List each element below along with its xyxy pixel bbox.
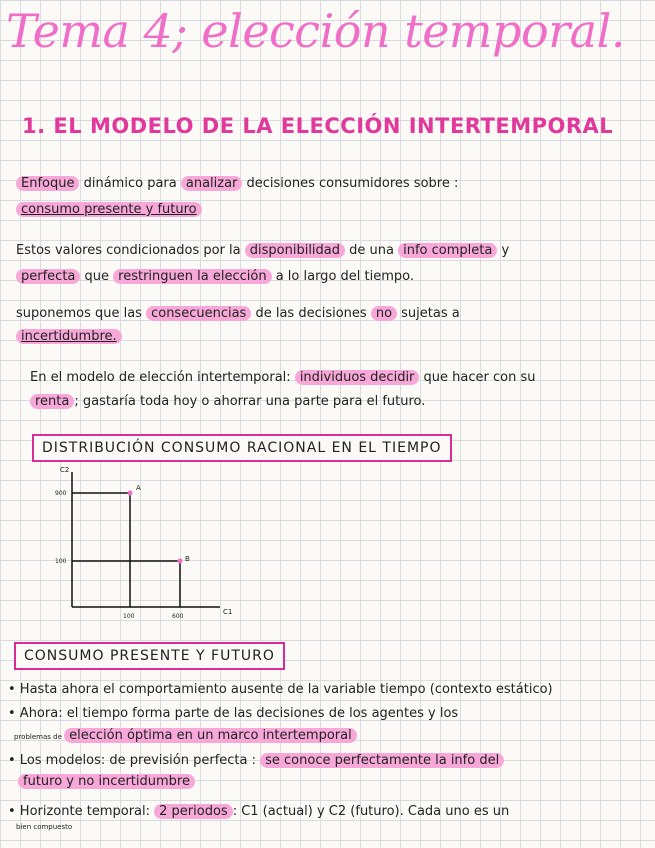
point-b-label: B bbox=[185, 555, 190, 563]
bullet-ahora: • Ahora: el tiempo forma parte de las decisiones de los agentes y los bbox=[8, 706, 459, 721]
text-segment: ; gastaría toda hoy o ahorrar una parte para el futuro. bbox=[74, 394, 426, 409]
highlight-info-completa: info completa bbox=[398, 243, 497, 258]
text-segment: En el modelo de elección intertemporal: bbox=[30, 370, 295, 385]
highlight-no: no bbox=[371, 306, 397, 321]
highlight-eleccion-optima: elección óptima en un marco intertemporal bbox=[64, 728, 357, 743]
y-tick-900: 900 bbox=[55, 490, 67, 497]
consumption-chart bbox=[50, 462, 250, 622]
highlight-renta: renta bbox=[30, 394, 74, 409]
highlight-restringuen: restringuen la elección bbox=[113, 269, 271, 284]
highlight-disponibilidad: disponibilidad bbox=[245, 243, 345, 258]
highlight-perfecta: perfecta bbox=[16, 269, 80, 284]
highlight-consumo-presente-futuro: consumo presente y futuro bbox=[16, 202, 202, 217]
box-heading-distribucion: DISTRIBUCIÓN CONSUMO RACIONAL EN EL TIEMPO bbox=[32, 434, 452, 462]
highlight-futuro-incertidumbre: futuro y no incertidumbre bbox=[18, 774, 195, 789]
highlight-se-conoce: se conoce perfectamente la info del bbox=[260, 753, 504, 768]
bullet-modelos-line2 bbox=[18, 773, 195, 791]
paragraph-approach bbox=[16, 171, 458, 197]
text-segment: que bbox=[80, 269, 114, 284]
paragraph-conditions bbox=[16, 238, 509, 264]
paragraph-model-line2 bbox=[30, 389, 425, 415]
text-segment: de las decisiones bbox=[251, 306, 371, 321]
bullet-hasta-ahora: • Hasta ahora el comportamiento ausente de la variable tiempo (contexto estático) bbox=[8, 682, 553, 697]
highlight-enfoque: Enfoque bbox=[16, 176, 79, 191]
text-segment: a lo largo del tiempo. bbox=[271, 269, 414, 284]
paragraph-approach-line2 bbox=[16, 197, 202, 223]
point-a bbox=[128, 491, 133, 496]
text-segment: que hacer con su bbox=[419, 370, 536, 385]
paragraph-model bbox=[30, 365, 535, 391]
paragraph-assumption-line2 bbox=[16, 324, 122, 350]
bullet-horizonte bbox=[8, 803, 509, 821]
text-segment: suponemos que las bbox=[16, 306, 147, 321]
text-segment: • Los modelos: de previsión perfecta : bbox=[8, 753, 261, 768]
highlight-analizar: analizar bbox=[181, 176, 243, 191]
paragraph-conditions-line2 bbox=[16, 264, 414, 290]
bullet-horizonte-line2: bien compuesto bbox=[16, 823, 73, 831]
text-segment: de una bbox=[345, 243, 399, 258]
highlight-individuos-decidir: individuos decidir bbox=[295, 370, 420, 385]
bullet-ahora-line2 bbox=[14, 727, 357, 746]
text-segment: problemas de bbox=[14, 733, 65, 741]
text-segment: • Horizonte temporal: bbox=[8, 804, 155, 819]
text-segment: decisiones consumidores sobre : bbox=[242, 176, 459, 191]
text-segment: y bbox=[497, 243, 510, 258]
x-tick-600: 600 bbox=[172, 613, 184, 620]
text-segment: : C1 (actual) y C2 (futuro). Cada uno es un bbox=[232, 804, 510, 819]
highlight-incertidumbre: incertidumbre. bbox=[16, 329, 122, 344]
highlight-2-periodos: 2 periodos bbox=[154, 804, 233, 819]
text-segment: Estos valores condicionados por la bbox=[16, 243, 245, 258]
section-heading: 1. EL MODELO DE LA ELECCIÓN INTERTEMPORAL bbox=[22, 114, 614, 138]
bullet-modelos bbox=[8, 752, 504, 770]
y-axis-label: C2 bbox=[60, 466, 70, 474]
box-heading-consumo: CONSUMO PRESENTE Y FUTURO bbox=[14, 642, 285, 670]
x-tick-100: 100 bbox=[123, 613, 135, 620]
page-title: Tema 4; elección temporal. bbox=[6, 4, 625, 58]
highlight-consecuencias: consecuencias bbox=[146, 306, 251, 321]
text-segment: dinámico para bbox=[79, 176, 181, 191]
x-axis-label: C1 bbox=[223, 608, 233, 616]
point-a-label: A bbox=[136, 484, 141, 492]
text-segment: sujetas a bbox=[397, 306, 460, 321]
y-tick-100: 100 bbox=[55, 558, 67, 565]
point-b bbox=[178, 559, 183, 564]
